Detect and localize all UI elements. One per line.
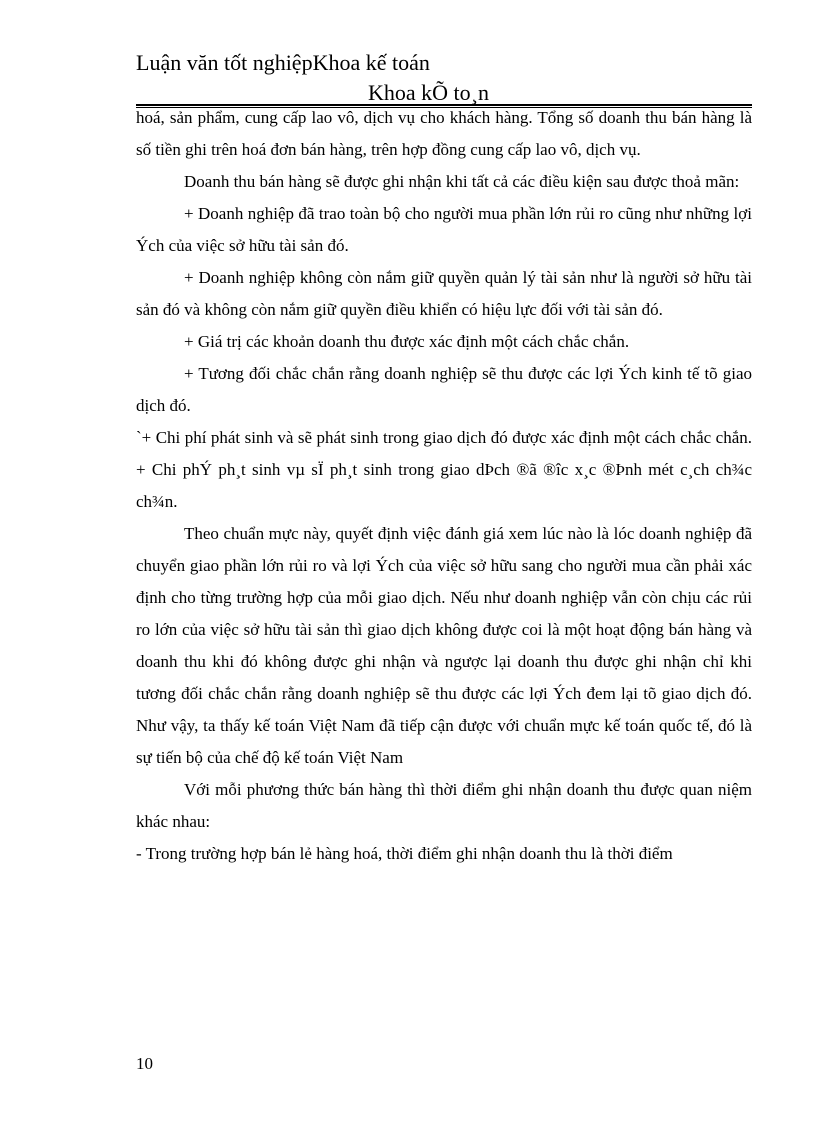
paragraph: + Tương đối chắc chắn rằng doanh nghiệp sẽ thu được các lợi Ých kinh tế tõ giao dịch đó. bbox=[136, 364, 752, 415]
paragraph: + Doanh nghiệp đã trao toàn bộ cho người mua phần lớn rủi ro cũng như những lợi Ých của việc sở hữu tài sản đó. bbox=[136, 204, 752, 255]
paragraph: Theo chuẩn mực này, quyết định việc đánh giá xem lúc nào là lóc doanh nghiệp đã chuyển giao phần lớn rủi ro và lợi Ých của việc sở hữu sang cho người mua cần phải xác định cho từng trường hợp của mỗi giao dịch. Nếu như doanh nghiệp vẫn còn chịu các rủi ro lớn của việc sở hữu tài sản thì giao dịch không được coi là một hoạt động bán hàng và doanh thu khi đó không được ghi nhận và ngược lại doanh thu được ghi nhận chỉ khi tương đối chắc chắn rằng doanh nghiệp sẽ thu được các lợi Ých đem lại tõ giao dịch đó. Như vậy, ta thấy kế toán Việt Nam đã tiếp cận được với chuẩn mực kế toán quốc tế, đó là sự tiến bộ của chế độ kế toán Việt Nam bbox=[136, 524, 752, 767]
paragraph: - Trong trường hợp bán lẻ hàng hoá, thời điểm ghi nhận doanh thu là thời điểm bbox=[136, 844, 673, 863]
paragraph: hoá, sản phẩm, cung cấp lao vô, dịch vụ cho khách hàng. Tổng số doanh thu bán hàng là số tiền ghi trên hoá đơn bán hàng, trên hợp đồng cung cấp lao vô, dịch vụ. bbox=[136, 108, 752, 159]
paragraph: `+ Chi phí phát sinh và sẽ phát sinh trong giao dịch đó được xác định một cách chắc chắn. + Chi phÝ ph¸t sinh vµ sÏ ph¸t sinh trong giao dÞch ®ã ®îc x¸c ®Þnh mét c¸ch ch¾c ch¾n. bbox=[136, 428, 752, 511]
header-title-line1: Luận văn tốt nghiệpKhoa kế toán bbox=[136, 50, 430, 75]
paragraph: Với mỗi phương thức bán hàng thì thời điểm ghi nhận doanh thu được quan niệm khác nhau: bbox=[136, 780, 752, 831]
document-body bbox=[136, 102, 752, 870]
page-number: 10 bbox=[136, 1054, 153, 1073]
paragraph: Doanh thu bán hàng sẽ được ghi nhận khi tất cả các điều kiện sau được thoả mãn: bbox=[184, 172, 740, 191]
paragraph: + Giá trị các khoản doanh thu được xác định một cách chắc chắn. bbox=[184, 332, 630, 351]
paragraph: + Doanh nghiệp không còn nắm giữ quyền quản lý tài sản như là người sở hữu tài sản đó và không còn nắm giữ quyền điều khiển có hiệu lực đối với tài sản đó. bbox=[136, 268, 752, 319]
header-title-line2: Khoa kÕ to¸n bbox=[368, 80, 489, 105]
